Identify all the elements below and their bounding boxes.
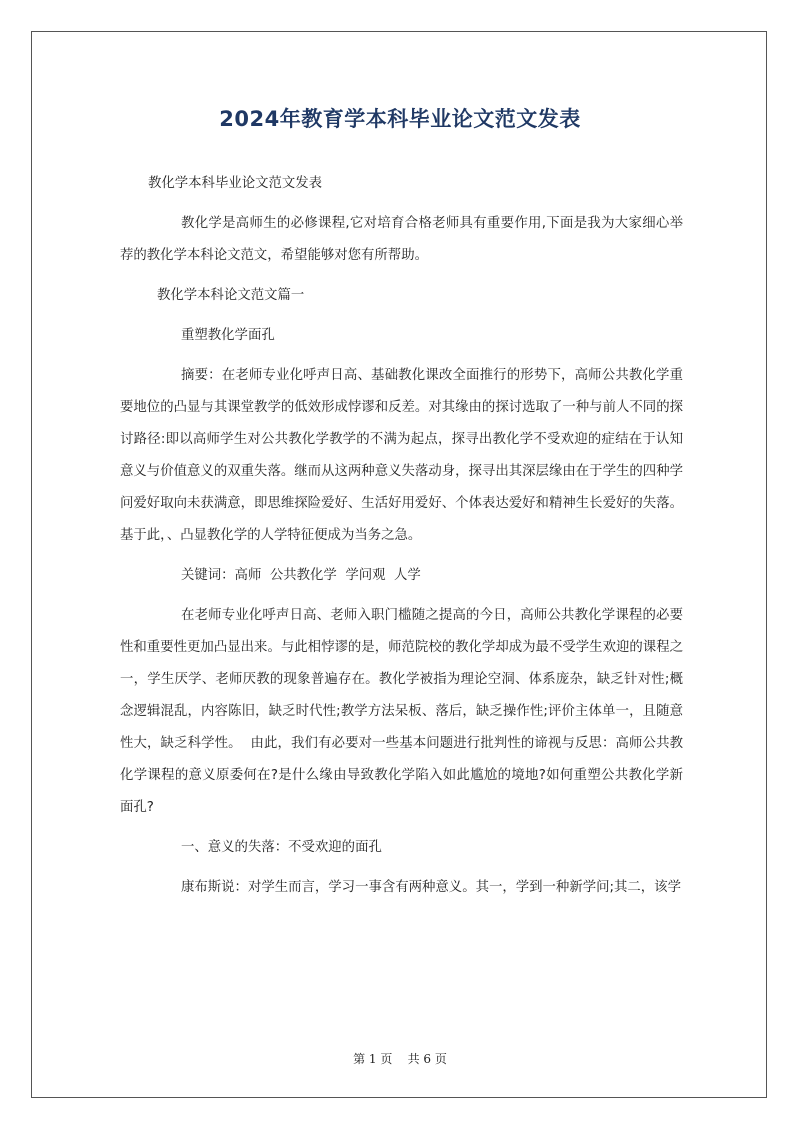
document-title: 2024年教育学本科毕业论文范文发表 — [219, 107, 581, 131]
paragraph-abstract: 摘要：在老师专业化呼声日高、基础教化课改全面推行的形势下，高师公共教化学重要地位的凸显与其课堂教学的低效形成悖谬和反差。对其缘由的探讨选取了一种与前人不同的探讨路径:即以高师学生对公共教化学教学的不满为起点，探寻出教化学不受欢迎的症结在于认知意义与价值意义的双重失落。继而从这两种意义失落动身，探寻出其深层缘由在于学生的四种学问爱好取向未获满意，即思维探险爱好、生活好用爱好、个体表达爱好和精神生长爱好的失落。基于此，、凸显教化学的人学特征便成为当务之急。 — [120, 368, 683, 543]
paragraph-keywords: 关键词：高师 公共教化学 学问观 人学 — [181, 568, 421, 583]
paragraph-body: 在老师专业化呼声日高、老师入职门槛随之提高的今日，高师公共教化学课程的必要性和重要性更加凸显出来。与此相悖谬的是，师范院校的教化学却成为最不受学生欢迎的课程之一，学生厌学、老师厌教的现象普遍存在。教化学被指为理论空洞、体系庞杂，缺乏针对性;概念逻辑混乱，内容陈旧，缺乏时代性;教学方法呆板、落后，缺乏操作性;评价主体单一，且随意性大，缺乏科学性。 由此，我们有必要对一些基本问题进行批判性的谛视与反思：高师公共教化学课程的意义原委何在?是什么缘由导致教化学陷入如此尴尬的境地?如何重塑公共教化学新面孔? — [120, 608, 683, 815]
paragraph-body-2: 康布斯说：对学生而言，学习一事含有两种意义。其一，学到一种新学问;其二，该学 — [181, 880, 681, 895]
page-number-footer: 第 1 页 共 6 页 — [353, 1052, 447, 1066]
document-body — [120, 168, 683, 912]
paragraph-intro: 教化学是高师生的必修课程,它对培育合格老师具有重要作用,下面是我为大家细心举荐的教化学本科论文范文，希望能够对您有所帮助。 — [120, 216, 683, 263]
paragraph-article-title: 重塑教化学面孔 — [181, 328, 275, 343]
paragraph-section-label: 教化学本科论文范文篇一 — [157, 288, 305, 303]
paragraph-heading-1: 一、意义的失落：不受欢迎的面孔 — [181, 840, 382, 855]
paragraph-subtitle: 教化学本科毕业论文范文发表 — [148, 176, 323, 191]
